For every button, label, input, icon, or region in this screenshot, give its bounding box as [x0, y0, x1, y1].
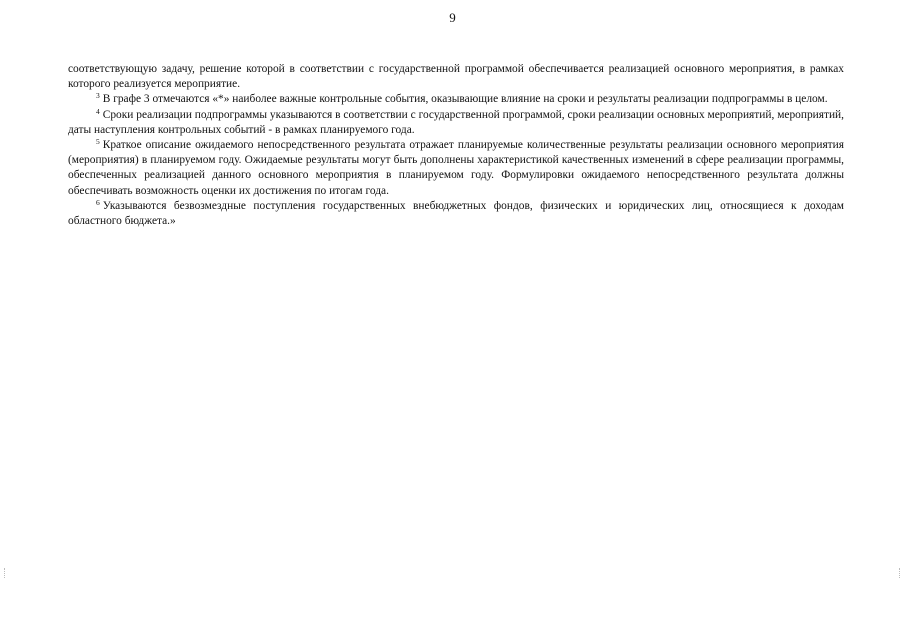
footnote-3 — [68, 92, 844, 107]
document-body — [68, 62, 844, 229]
footnote-6 — [68, 199, 844, 229]
footnote-marker: 5 — [96, 137, 100, 147]
footnote-5 — [68, 138, 844, 199]
footnote-text: Сроки реализации подпрограммы указываются в соответствии с государственной программой, сроки реализации основных мероприятий, мероприятий, даты наступления контрольных событий - в рамках планируемого года. — [68, 108, 844, 136]
footnote-marker: 4 — [96, 106, 100, 116]
page-number: 9 — [449, 10, 456, 25]
scan-edge-mark-left — [4, 568, 6, 578]
scan-edge-mark-right — [899, 568, 901, 578]
footnote-marker: 3 — [96, 91, 100, 101]
paragraph-continuation — [68, 62, 844, 92]
footnote-marker: 6 — [96, 197, 100, 207]
footnote-text: В графе 3 отмечаются «*» наиболее важные контрольные события, оказывающие влияние на сроки и результаты реализации подпрограммы в целом. — [102, 93, 828, 106]
paragraph-text: соответствующую задачу, решение которой в соответствии с государственной программой обеспечивается реализацией основного мероприятия, в рамках которого реализуется мероприятие. — [68, 63, 844, 91]
footnote-text: Краткое описание ожидаемого непосредственного результата отражает планируемые количественные результаты реализации основного мероприятия (мероприятия) в планируемом году. Ожидаемые результаты могут быть дополнены характеристикой качественных изменений в сфере реализации программы, обеспеченных реализацией данного основного мероприятия в планируемом году. Формулировки ожидаемого непосредственного результата должны обеспечивать возможность оценки их достижения по итогам года. — [68, 139, 844, 197]
footnote-4 — [68, 108, 844, 138]
footnote-text: Указываются безвозмездные поступления государственных внебюджетных фондов, физических и юридических лиц, относящиеся к доходам областного бюджета.» — [68, 199, 844, 228]
